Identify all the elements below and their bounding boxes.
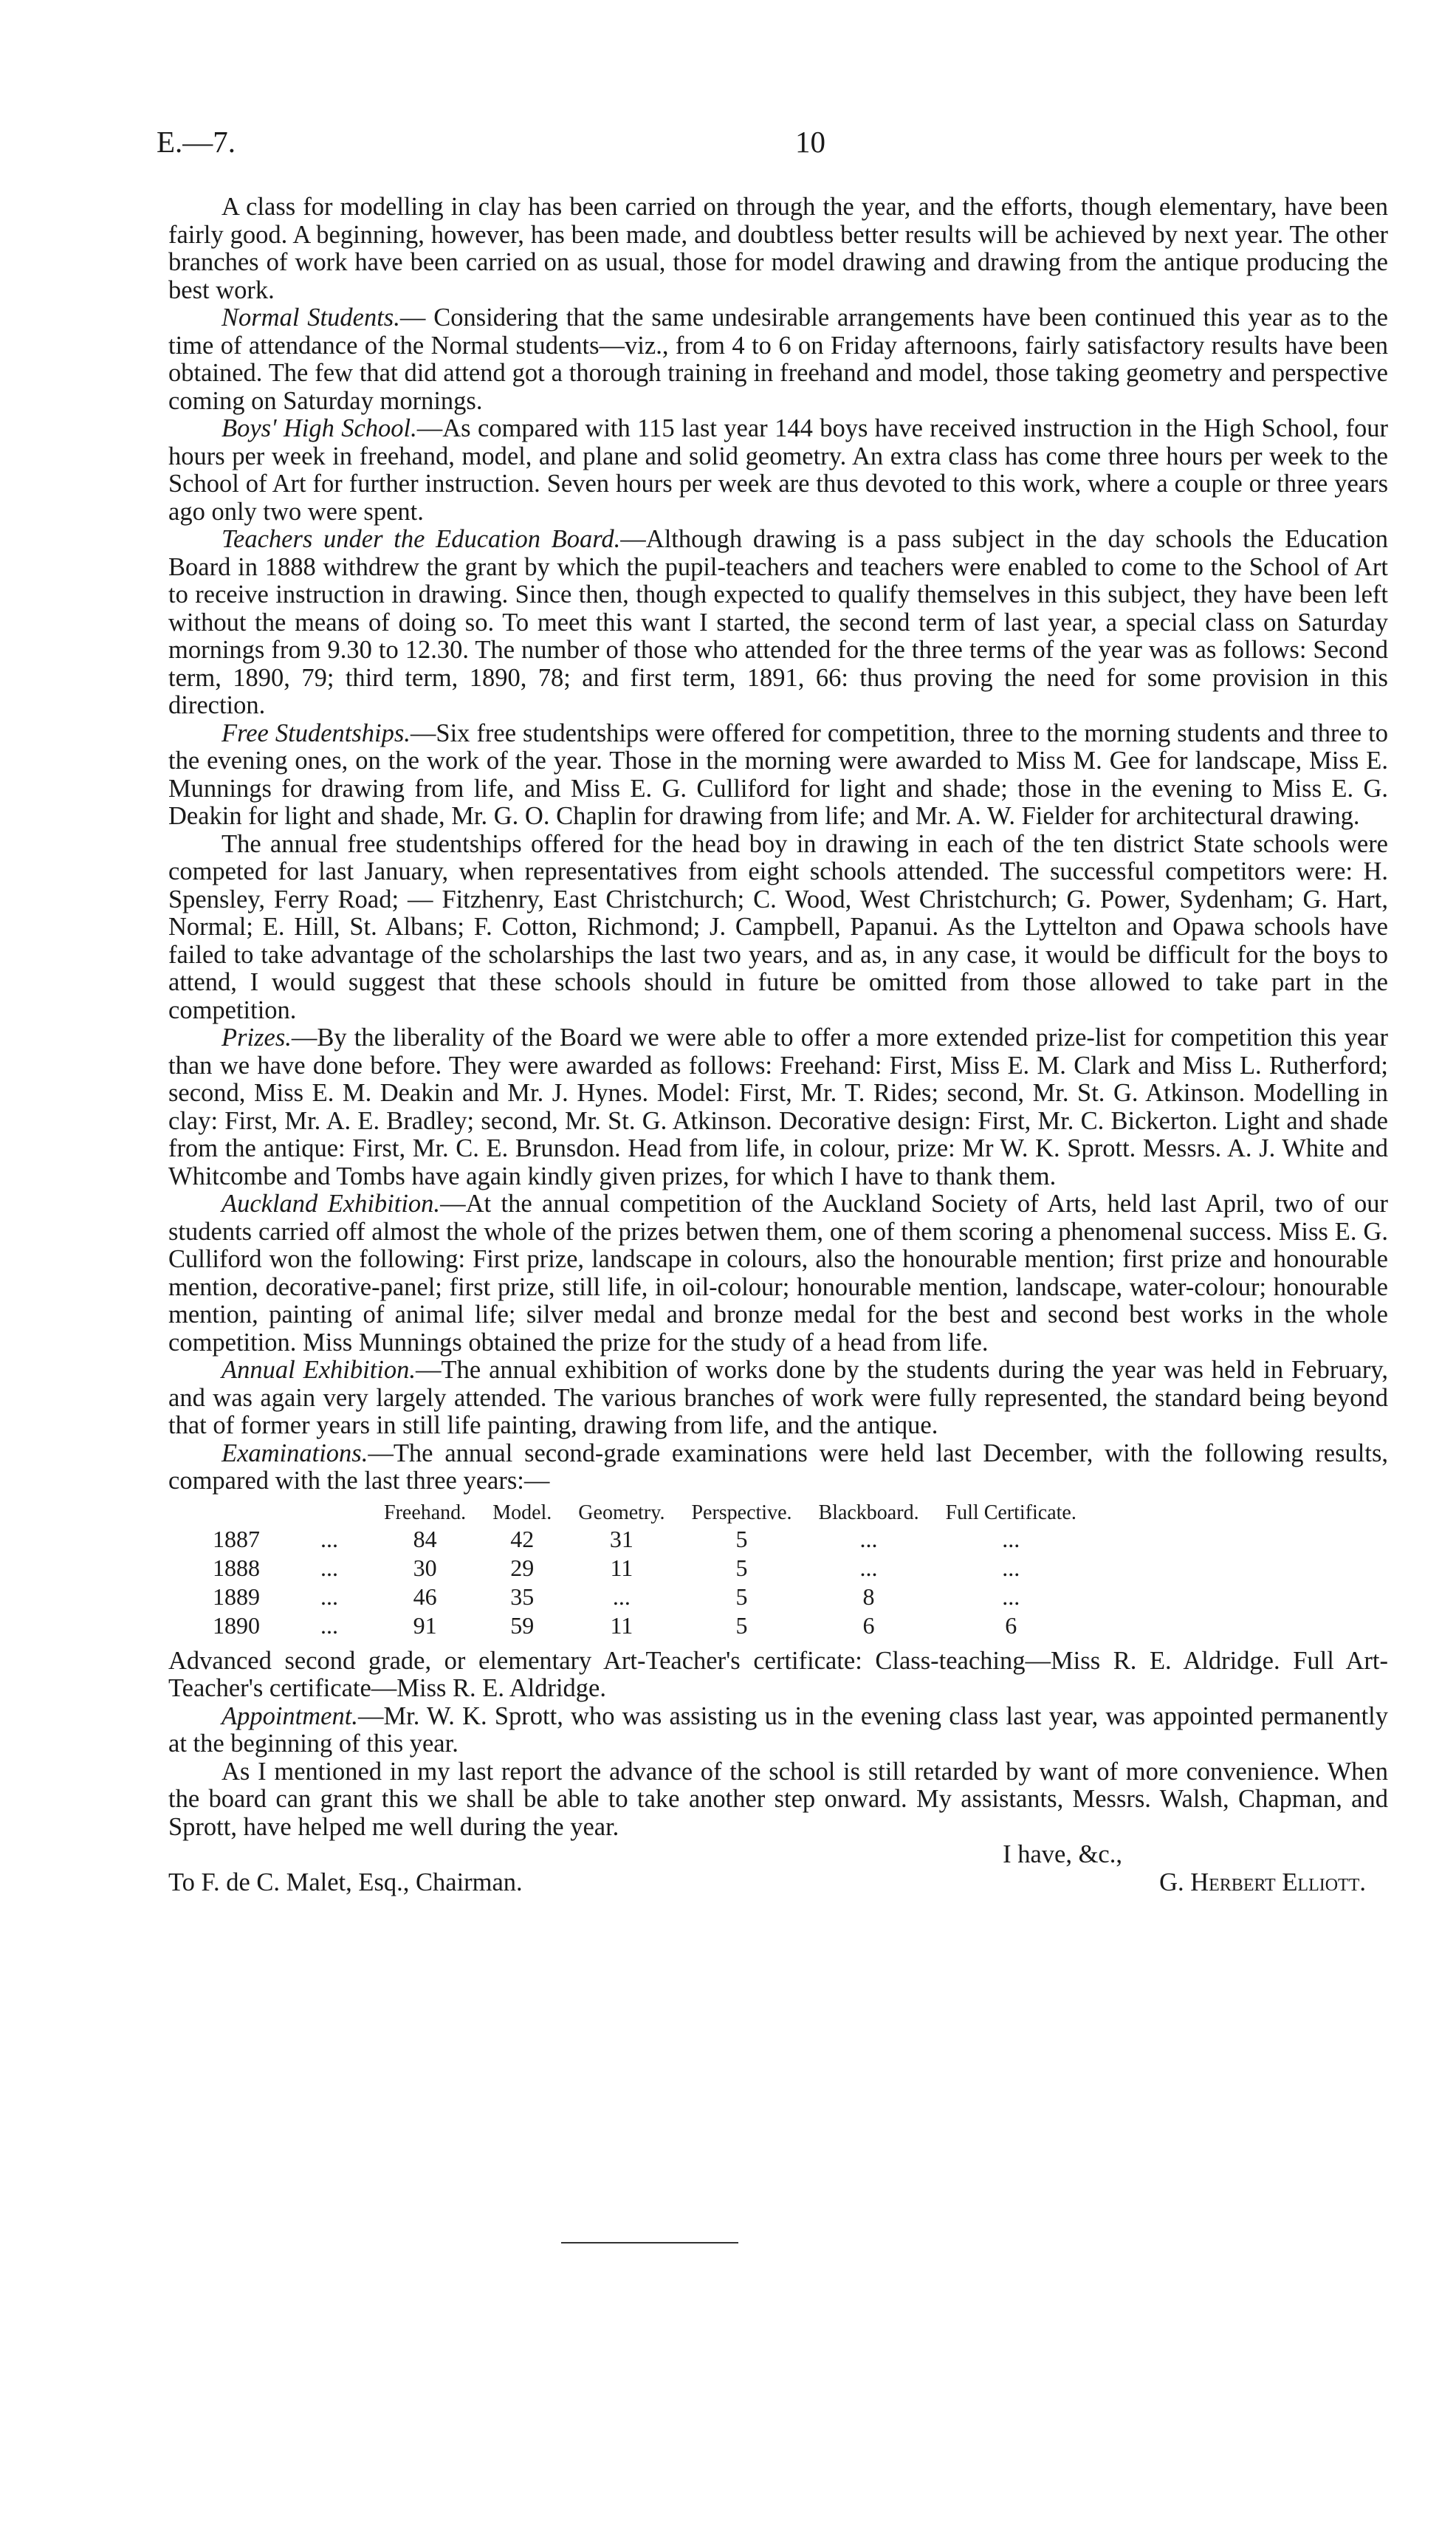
section-heading: Boys' High School.	[222, 414, 417, 442]
column-header-geometry: Geometry.	[578, 1501, 665, 1524]
table-cell: 6	[1005, 1611, 1017, 1639]
paragraph-text: — Considering that the same undesirable arrangements have been continued this year as to the time of attendance of the Normal students—viz., from 4 to 6 on Friday afternoons, fairly satisfactory results have been obtained. The few that did attend got a thorough training in freehand and model, those taking geometry and perspective coming on Saturday mornings.	[168, 304, 1388, 415]
table-cell: 46	[413, 1583, 437, 1610]
table-cell: ...	[859, 1525, 878, 1552]
table-cell: 5	[735, 1525, 748, 1552]
table-cell: 30	[413, 1554, 437, 1581]
row-year: 1890	[213, 1611, 260, 1639]
row-year: 1888	[213, 1554, 260, 1581]
row-leader-dots: ...	[320, 1583, 338, 1610]
examination-results-table	[213, 1501, 1090, 1640]
section-heading: Appointment.	[222, 1701, 358, 1730]
paragraph-modelling: A class for modelling in clay has been carried on through the year, and the efforts, though elementary, have been fairly good. A beginning, however, has been made, and doubtless better results will be achieved by next year. The other branches of work have been carried on as usual, those for model drawing and drawing from the antique producing the best work.	[168, 193, 1388, 304]
paragraph-text: —Six free studentships were offered for competition, three to the morning students and three to the evening ones, on the work of the year. Those in the morning were awarded to Miss M. Gee for landscape, Miss E. Munnings for drawing from life, and Miss E. G. Culliford for light and shade; those in the evening to Miss E. G. Deakin for light and shade, Mr. G. O. Chaplin for drawing from life; and Mr. A. W. Fielder for architectural drawing.	[168, 719, 1388, 830]
table-cell: ...	[612, 1583, 631, 1610]
paragraph-text: —As compared with 115 last year 144 boys have received instruction in the High School, four hours per week in freehand, model, and plane and solid geometry. An extra class has come three hours per week to the School of Art for further instruction. Seven hours per week are thus devoted to this work, where a couple or three years ago only two were spent.	[168, 414, 1388, 526]
paragraph-closing-remarks: As I mentioned in my last report the advance of the school is still retarded by want of more convenience. When the board can grant this we shall be able to take another step onward. My assistants, Messrs. Walsh, Chapman, and Sprott, have helped me well during the year.	[168, 1757, 1388, 1841]
paragraph-annual-exhibition	[168, 1357, 1388, 1440]
table-row	[213, 1554, 1090, 1583]
table-cell: ...	[859, 1554, 878, 1581]
row-leader-dots: ...	[320, 1611, 338, 1639]
row-year: 1887	[213, 1525, 260, 1552]
paragraph-advanced-certificate: Advanced second grade, or elementary Art-Teacher's certificate: Class-teaching—Miss R. E. Aldridge. Full Art-Teacher's certificate—Miss R. E. Aldridge.	[168, 1646, 1388, 1702]
paragraph-boys-high-school	[168, 415, 1388, 526]
closing-salutation: I have, &c.,	[1003, 1840, 1122, 1868]
table-cell: 11	[610, 1554, 633, 1581]
table-header-row	[213, 1501, 1090, 1525]
row-leader-dots: ...	[320, 1554, 338, 1581]
closing-rule-divider	[561, 2242, 738, 2243]
paragraph-text: —The annual exhibition of works done by the students during the year was held in February, and was again very largely attended. The various branches of work were fully represented, the standard being beyond that of former years in still life painting, drawing from life, and the antique.	[168, 1356, 1388, 1439]
column-header-model: Model.	[492, 1501, 552, 1524]
table-cell: 8	[862, 1583, 875, 1610]
table-cell: 35	[510, 1583, 535, 1610]
signature-line	[168, 1869, 1388, 1899]
table-cell: 5	[735, 1583, 748, 1610]
paragraph-normal-students	[168, 304, 1388, 415]
table-cell: 29	[510, 1554, 535, 1581]
paragraph-text: —By the liberality of the Board we were able to offer a more extended prize-list for competition this year than we have done before. They were awarded as follows: Freehand: First, Miss E. M. Clark and Miss L. Rutherford; second, Miss E. M. Deakin and Mr. J. Hynes. Model: First, Mr. T. Rides; second, Mr. St. G. Atkinson. Modelling in clay: First, Mr. A. E. Bradley; second, Mr. St. G. Atkinson. Decorative design: First, Mr. C. Bickerton. Light and shade from the antique: First, Mr. C. E. Brunsdon. Head from life, in colour, prize: Mr W. K. Sprott. Messrs. A. J. White and Whitcombe and Tombs have again kindly given prizes, for which I have to thank them.	[168, 1024, 1388, 1190]
section-heading: Teachers under the Education Board.	[222, 525, 621, 553]
column-header-perspective: Perspective.	[691, 1501, 792, 1524]
table-cell: 6	[862, 1611, 875, 1639]
section-heading: Prizes.	[222, 1024, 292, 1052]
table-cell: 11	[610, 1611, 633, 1639]
table-cell: 5	[735, 1554, 748, 1581]
table-cell: ...	[1002, 1525, 1020, 1552]
addressee: To F. de C. Malet, Esq., Chairman.	[168, 1868, 523, 1896]
table-cell: 31	[609, 1525, 633, 1552]
table-cell: 84	[413, 1525, 437, 1552]
signature: G. Herbert Elliott.	[1159, 1868, 1366, 1896]
table-cell: 59	[510, 1611, 535, 1639]
table-row	[213, 1525, 1090, 1554]
table-cell: ...	[1002, 1583, 1020, 1610]
paragraph-appointment	[168, 1703, 1388, 1758]
paragraph-text: —Although drawing is a pass subject in the day schools the Education Board in 1888 withdrew the grant by which the pupil-teachers and teachers were enabled to come to the School of Art to receive instruction in drawing. Since then, though expected to qualify themselves in this subject, they have been left without the means of doing so. To meet this want I started, the second term of last year, a special class on Saturday mornings from 9.30 to 12.30. The number of those who attended for the three terms of the year was as follows: Second term, 1890, 79; third term, 1890, 78; and first term, 1891, 66: thus proving the need for some provision in this direction.	[168, 525, 1388, 719]
section-heading: Normal Students.	[222, 304, 400, 332]
row-year: 1889	[213, 1583, 260, 1610]
table-row	[213, 1611, 1090, 1640]
column-header-full-certificate: Full Certificate.	[945, 1501, 1076, 1524]
section-heading: Free Studentships.	[222, 719, 411, 747]
paragraph-examinations	[168, 1440, 1388, 1495]
table-cell: 42	[510, 1525, 535, 1552]
document-reference: E.—7.	[157, 125, 236, 159]
column-header-blackboard: Blackboard.	[818, 1501, 919, 1524]
section-heading: Annual Exhibition.	[222, 1356, 416, 1384]
column-header-freehand: Freehand.	[384, 1501, 467, 1524]
paragraph-text: —Mr. W. K. Sprott, who was assisting us in the evening class last year, was appointed permanently at the beginning of this year.	[168, 1701, 1388, 1758]
table-cell: 5	[735, 1611, 748, 1639]
year-column-header	[213, 1501, 315, 1525]
section-heading: Examinations.	[222, 1439, 368, 1467]
table-cell: ...	[1002, 1554, 1020, 1581]
paragraph-auckland-exhibition	[168, 1190, 1388, 1357]
report-body	[168, 193, 1388, 1899]
page-header	[66, 124, 1388, 176]
table-row	[213, 1583, 1090, 1611]
paragraph-text: —At the annual competition of the Auckland Society of Arts, held last April, two of our students carried off almost the whole of the prizes betwen them, one of them scoring a phenomenal success. Miss E. G. Culliford won the following: First prize, landscape in colours, also the honourable mention; first prize and honourable mention, decorative-panel; first prize, still life, in oil-colour; honourable mention, landscape, water-colour; honourable mention, painting of animal life; silver medal and bronze medal for the best and second best works in the whole competition. Miss Munnings obtained the prize for the study of a head from life.	[168, 1190, 1388, 1357]
page-number: 10	[795, 125, 825, 159]
paragraph-free-studentships	[168, 720, 1388, 831]
paragraph-text: —The annual second-grade examinations were held last December, with the following results, compared with the last three years:—	[168, 1439, 1388, 1495]
row-leader-dots: ...	[320, 1525, 338, 1552]
section-heading: Auckland Exhibition.	[222, 1190, 441, 1218]
table-cell: 91	[413, 1611, 437, 1639]
paragraph-state-school-studentships: The annual free studentships offered for the head boy in drawing in each of the ten district State schools were competed for last January, when representatives from eight schools attended. The successful competitors were: H. Spensley, Ferry Road; — Fitzhenry, East Christchurch; C. Wood, West Christchurch; G. Power, Sydenham; G. Hart, Normal; E. Hill, St. Albans; F. Cotton, Richmond; J. Campbell, Papanui. As the Lyttelton and Opawa schools have failed to take advantage of the scholarships the last two years, and as, in any case, it would be difficult for the boys to attend, I would suggest that these schools should in future be omitted from those allowed to take part in the competition.	[168, 829, 1388, 1024]
paragraph-teachers	[168, 526, 1388, 720]
dots-column-header	[315, 1501, 371, 1525]
paragraph-prizes	[168, 1024, 1388, 1190]
